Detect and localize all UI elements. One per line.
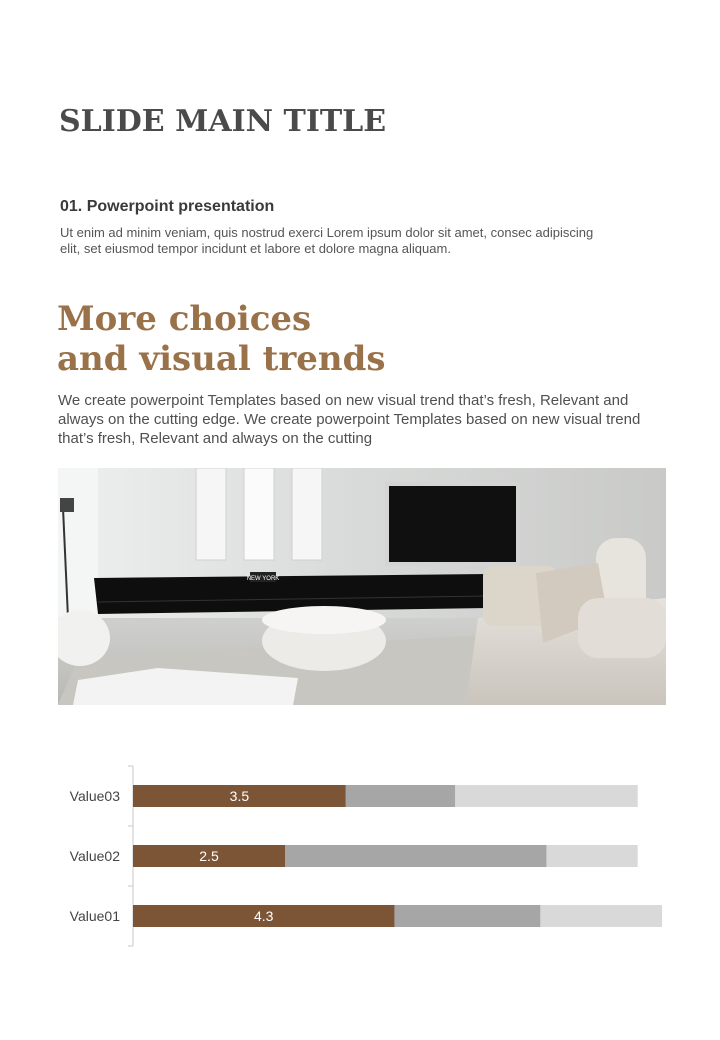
bar-segment-2	[394, 905, 540, 927]
category-label: Value03	[69, 788, 120, 804]
headline-line-1: More choices	[57, 299, 312, 339]
data-label: 3.5	[229, 788, 250, 804]
living-room-illustration	[58, 468, 666, 705]
data-label: 2.5	[199, 848, 219, 864]
book-sign: NEW YORK	[246, 576, 280, 582]
data-label: 4.3	[253, 908, 274, 924]
headline-line-2: and visual trends	[57, 339, 386, 379]
intro-paragraph: We create powerpoint Templates based on new visual trend that’s fresh, Relevant and always on the cutting edge. We create powerpoint Templates based on new visual trend that’s fresh, Relevant and always on the cutting	[58, 392, 641, 447]
section-body: Ut enim ad minim veniam, quis nostrud exerci Lorem ipsum dolor sit amet, consec adipiscing elit, set eiusmod tempor incidunt et labore et dolore magna aliquam.	[60, 225, 594, 256]
bar-segment-2	[346, 785, 455, 807]
bar-segment-3	[540, 905, 662, 927]
section-heading: 01. Powerpoint presentation	[60, 198, 275, 215]
category-label: Value02	[69, 848, 120, 864]
bar-segment-2	[285, 845, 546, 867]
category-label: Value01	[69, 908, 120, 924]
stacked-bar-chart	[0, 750, 720, 960]
headline	[57, 299, 386, 379]
bar-segment-3	[455, 785, 637, 807]
bar-segment-3	[546, 845, 637, 867]
living-room-photo	[58, 468, 666, 705]
slide-title: SLIDE MAIN TITLE	[59, 104, 387, 139]
